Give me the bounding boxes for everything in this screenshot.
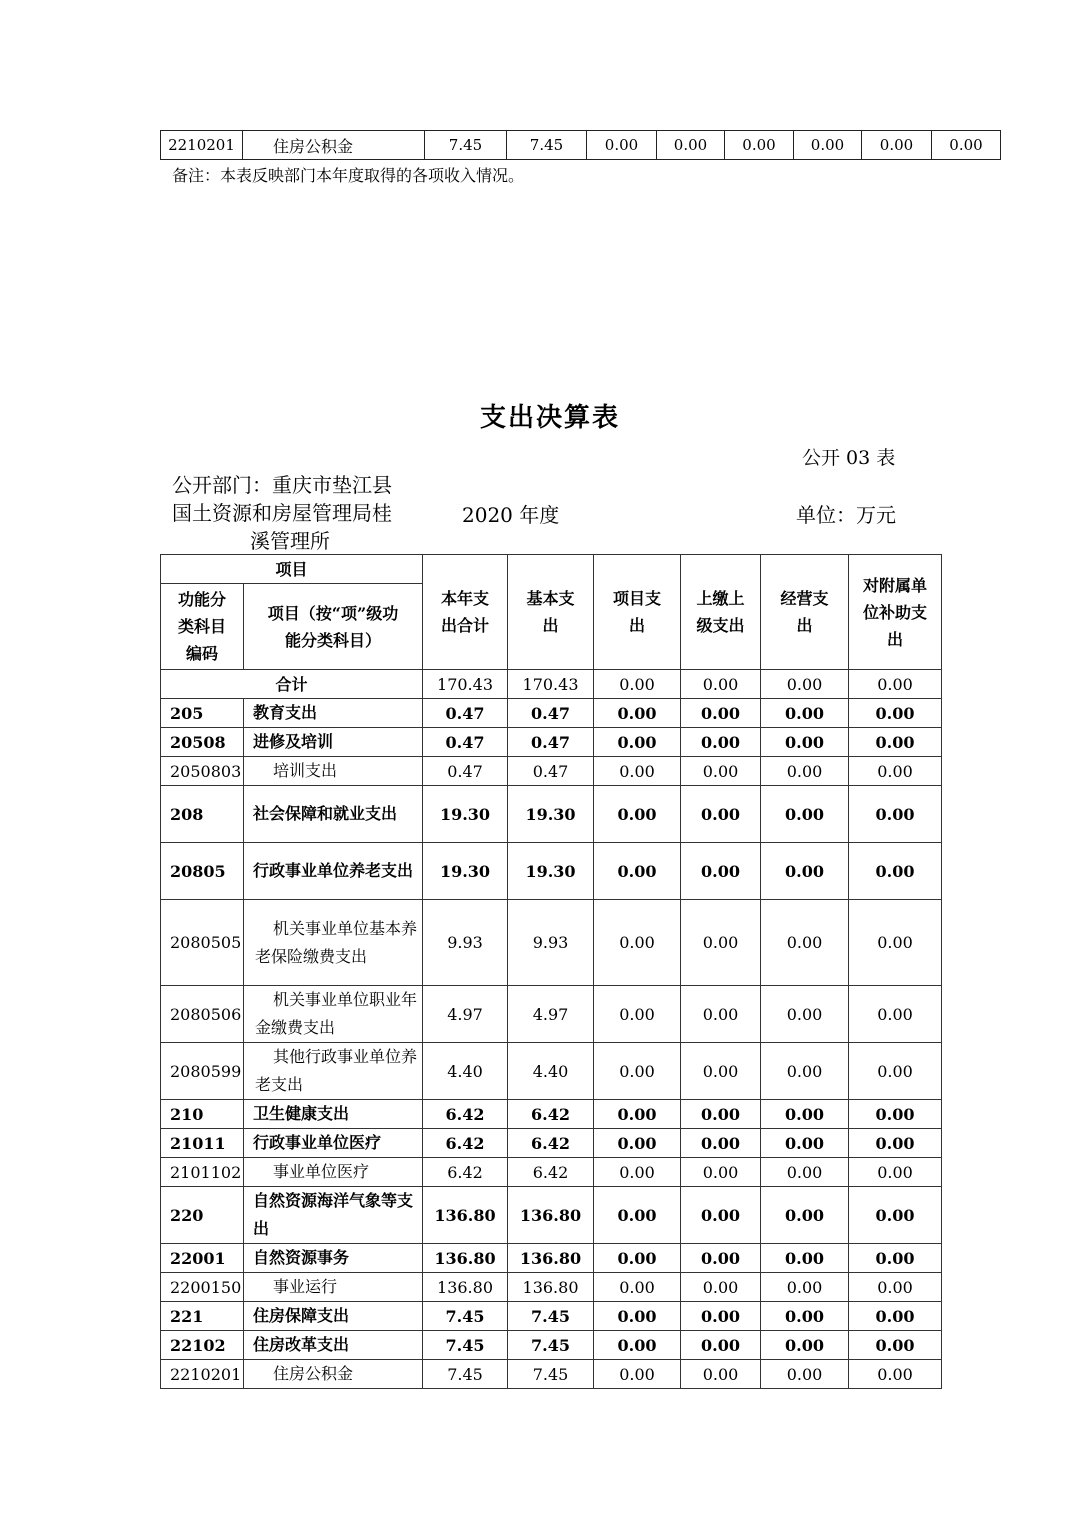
- table-row: [161, 900, 942, 986]
- total-value: 170.43: [508, 670, 594, 699]
- row-value: 19.30: [508, 786, 594, 843]
- row-code: 2210201: [161, 1360, 244, 1389]
- row-value: 0.00: [761, 1100, 849, 1129]
- row-value: 0.00: [681, 1158, 761, 1187]
- row-value: 0.00: [681, 1129, 761, 1158]
- row-value: 0.00: [761, 728, 849, 757]
- row-code: 2050803: [161, 757, 244, 786]
- row-value: 6.42: [423, 1100, 508, 1129]
- row-value: 0.47: [423, 728, 508, 757]
- table-row: [161, 1302, 942, 1331]
- row-value: 4.97: [508, 986, 594, 1043]
- row-value: 0.00: [761, 986, 849, 1043]
- unit-label: 单位：万元: [796, 503, 896, 527]
- row-name: 机关事业单位基本养老保险缴费支出: [244, 900, 423, 986]
- row-value: 7.45: [423, 1302, 508, 1331]
- row-value: 4.40: [508, 1043, 594, 1100]
- row-value: 0.00: [849, 986, 942, 1043]
- row-value: 0.00: [594, 1360, 681, 1389]
- row-value: 0.47: [508, 699, 594, 728]
- row-value: 0.00: [681, 900, 761, 986]
- row-value: 0.00: [761, 757, 849, 786]
- expenditure-table: [160, 554, 942, 1389]
- row-value: 0.00: [849, 1158, 942, 1187]
- row-value: 0.00: [594, 1302, 681, 1331]
- total-row: [161, 670, 942, 699]
- row-value: 6.42: [423, 1158, 508, 1187]
- department-line-2: 国土资源和房屋管理局桂: [172, 501, 392, 525]
- table-row: [161, 728, 942, 757]
- row-value: 4.97: [423, 986, 508, 1043]
- table-row: [161, 1244, 942, 1273]
- row-value: 0.00: [657, 131, 725, 160]
- row-code: 2080505: [161, 900, 244, 986]
- row-code: 22102: [161, 1331, 244, 1360]
- total-value: 0.00: [681, 670, 761, 699]
- row-value: 0.00: [594, 786, 681, 843]
- row-value: 0.00: [681, 843, 761, 900]
- row-value: 0.47: [423, 699, 508, 728]
- row-value: 0.00: [761, 1129, 849, 1158]
- row-value: 0.00: [594, 1331, 681, 1360]
- row-value: 0.00: [849, 1360, 942, 1389]
- row-name: 行政事业单位医疗: [244, 1129, 423, 1158]
- row-value: 0.00: [594, 1129, 681, 1158]
- header-business: 经营支出: [761, 555, 849, 670]
- row-value: 0.00: [594, 757, 681, 786]
- row-value: 7.45: [508, 1360, 594, 1389]
- row-value: 0.00: [681, 986, 761, 1043]
- row-value: 0.00: [849, 1187, 942, 1244]
- department-line-1: 公开部门：重庆市垫江县: [172, 473, 392, 497]
- row-code: 2080599: [161, 1043, 244, 1100]
- row-value: 0.00: [849, 843, 942, 900]
- total-value: 0.00: [761, 670, 849, 699]
- row-value: 7.45: [423, 1360, 508, 1389]
- header-project: 项目: [161, 555, 423, 584]
- row-value: 0.00: [594, 900, 681, 986]
- row-value: 0.00: [849, 900, 942, 986]
- fiscal-year: 2020 年度: [462, 503, 560, 527]
- row-code: 2080506: [161, 986, 244, 1043]
- row-value: 0.00: [849, 757, 942, 786]
- row-value: 0.00: [849, 1273, 942, 1302]
- table-row: [161, 1158, 942, 1187]
- row-value: 6.42: [508, 1158, 594, 1187]
- row-code: 2200150: [161, 1273, 244, 1302]
- row-value: 4.40: [423, 1043, 508, 1100]
- table-row: [161, 843, 942, 900]
- row-value: 0.00: [761, 1302, 849, 1331]
- row-value: 6.42: [423, 1129, 508, 1158]
- row-value: 6.42: [508, 1129, 594, 1158]
- row-value: 136.80: [508, 1187, 594, 1244]
- header-code: 功能分类科目编码: [161, 584, 244, 670]
- header-basic: 基本支出: [508, 555, 594, 670]
- row-name: 事业运行: [244, 1273, 423, 1302]
- row-value: 0.00: [761, 1331, 849, 1360]
- row-value: 0.00: [761, 699, 849, 728]
- row-value: 9.93: [508, 900, 594, 986]
- table-footnote: 备注：本表反映部门本年度取得的各项收入情况。: [172, 166, 525, 185]
- row-value: 0.00: [681, 786, 761, 843]
- row-value: 0.00: [594, 843, 681, 900]
- table-row: [161, 1187, 942, 1244]
- row-value: 0.00: [849, 1244, 942, 1273]
- table-row: [161, 1331, 942, 1360]
- table-row: [161, 986, 942, 1043]
- row-name: 住房改革支出: [244, 1331, 423, 1360]
- row-code: 22001: [161, 1244, 244, 1273]
- table-row: [161, 786, 942, 843]
- row-value: 0.00: [761, 786, 849, 843]
- row-value: 0.00: [594, 699, 681, 728]
- row-value: 0.47: [423, 757, 508, 786]
- row-value: 0.00: [761, 1244, 849, 1273]
- row-value: 0.00: [761, 843, 849, 900]
- row-value: 0.47: [508, 728, 594, 757]
- table-row: [161, 699, 942, 728]
- header-total: 本年支出合计: [423, 555, 508, 670]
- row-code: 2101102: [161, 1158, 244, 1187]
- previous-table-fragment: [160, 130, 1001, 160]
- row-value: 0.00: [681, 1331, 761, 1360]
- row-value: 0.00: [681, 1302, 761, 1331]
- row-code: 220: [161, 1187, 244, 1244]
- row-value: 0.00: [681, 1244, 761, 1273]
- row-name: 住房公积金: [244, 1360, 423, 1389]
- row-name: 事业单位医疗: [244, 1158, 423, 1187]
- table-row: [161, 1129, 942, 1158]
- row-name: 进修及培训: [244, 728, 423, 757]
- row-name: 住房公积金: [243, 131, 425, 160]
- header-subsidy: 对附属单位补助支出: [849, 555, 942, 670]
- row-value: 0.00: [594, 986, 681, 1043]
- row-value: 0.00: [594, 728, 681, 757]
- row-value: 19.30: [508, 843, 594, 900]
- row-value: 7.45: [425, 131, 507, 160]
- row-value: 0.00: [849, 1129, 942, 1158]
- row-value: 0.00: [681, 1043, 761, 1100]
- row-value: 0.00: [587, 131, 657, 160]
- row-value: 0.00: [794, 131, 862, 160]
- row-value: 0.00: [594, 1273, 681, 1302]
- row-value: 0.00: [681, 757, 761, 786]
- row-name: 其他行政事业单位养老支出: [244, 1043, 423, 1100]
- row-code: 205: [161, 699, 244, 728]
- row-value: 0.00: [849, 786, 942, 843]
- row-code: 221: [161, 1302, 244, 1331]
- page-title: 支出决算表: [479, 403, 620, 433]
- row-value: 0.00: [761, 900, 849, 986]
- row-value: 0.00: [594, 1100, 681, 1129]
- table-row: [161, 757, 942, 786]
- total-value: 0.00: [594, 670, 681, 699]
- row-value: 0.00: [932, 131, 1001, 160]
- row-value: 7.45: [507, 131, 587, 160]
- row-code: 20508: [161, 728, 244, 757]
- row-value: 0.00: [849, 1302, 942, 1331]
- row-value: 0.00: [681, 1273, 761, 1302]
- row-name: 机关事业单位职业年金缴费支出: [244, 986, 423, 1043]
- row-value: 9.93: [423, 900, 508, 986]
- row-value: 0.00: [594, 1158, 681, 1187]
- row-value: 0.00: [681, 1100, 761, 1129]
- row-value: 0.00: [761, 1360, 849, 1389]
- row-value: 0.00: [594, 1187, 681, 1244]
- row-name: 卫生健康支出: [244, 1100, 423, 1129]
- row-value: 19.30: [423, 786, 508, 843]
- header-name: 项目（按“项”级功能分类科目）: [244, 584, 423, 670]
- row-value: 0.00: [761, 1273, 849, 1302]
- row-value: 136.80: [423, 1273, 508, 1302]
- total-value: 0.00: [849, 670, 942, 699]
- row-name: 教育支出: [244, 699, 423, 728]
- row-value: 0.00: [594, 1043, 681, 1100]
- row-value: 0.47: [508, 757, 594, 786]
- table-row: [161, 1273, 942, 1302]
- row-value: 7.45: [508, 1302, 594, 1331]
- row-value: 0.00: [594, 1244, 681, 1273]
- row-name: 自然资源事务: [244, 1244, 423, 1273]
- row-value: 0.00: [681, 1187, 761, 1244]
- row-value: 6.42: [508, 1100, 594, 1129]
- row-value: 0.00: [761, 1187, 849, 1244]
- total-value: 170.43: [423, 670, 508, 699]
- row-value: 19.30: [423, 843, 508, 900]
- row-value: 7.45: [508, 1331, 594, 1360]
- row-code: 20805: [161, 843, 244, 900]
- table-row: [161, 1043, 942, 1100]
- row-name: 自然资源海洋气象等支出: [244, 1187, 423, 1244]
- row-value: 0.00: [849, 1043, 942, 1100]
- row-value: 7.45: [423, 1331, 508, 1360]
- table-row: [161, 131, 1001, 160]
- row-value: 0.00: [681, 699, 761, 728]
- form-number: 公开 03 表: [802, 447, 896, 469]
- row-value: 0.00: [849, 728, 942, 757]
- row-name: 行政事业单位养老支出: [244, 843, 423, 900]
- table-row: [161, 1360, 942, 1389]
- row-code: 21011: [161, 1129, 244, 1158]
- header-project-expense: 项目支出: [594, 555, 681, 670]
- row-value: 136.80: [508, 1244, 594, 1273]
- row-code: 2210201: [161, 131, 243, 160]
- total-label: 合计: [161, 670, 423, 699]
- row-value: 0.00: [761, 1043, 849, 1100]
- row-name: 培训支出: [244, 757, 423, 786]
- row-value: 0.00: [849, 699, 942, 728]
- table-row: [161, 1100, 942, 1129]
- row-value: 0.00: [761, 1158, 849, 1187]
- row-value: 0.00: [681, 1360, 761, 1389]
- row-code: 210: [161, 1100, 244, 1129]
- header-upper: 上缴上级支出: [681, 555, 761, 670]
- row-value: 0.00: [862, 131, 932, 160]
- department-label: [172, 471, 392, 555]
- department-line-3: 溪管理所: [250, 529, 330, 553]
- row-value: 0.00: [725, 131, 794, 160]
- row-value: 0.00: [681, 728, 761, 757]
- row-value: 0.00: [849, 1331, 942, 1360]
- row-name: 社会保障和就业支出: [244, 786, 423, 843]
- row-value: 0.00: [849, 1100, 942, 1129]
- row-value: 136.80: [423, 1244, 508, 1273]
- row-value: 136.80: [508, 1273, 594, 1302]
- row-value: 136.80: [423, 1187, 508, 1244]
- row-code: 208: [161, 786, 244, 843]
- row-name: 住房保障支出: [244, 1302, 423, 1331]
